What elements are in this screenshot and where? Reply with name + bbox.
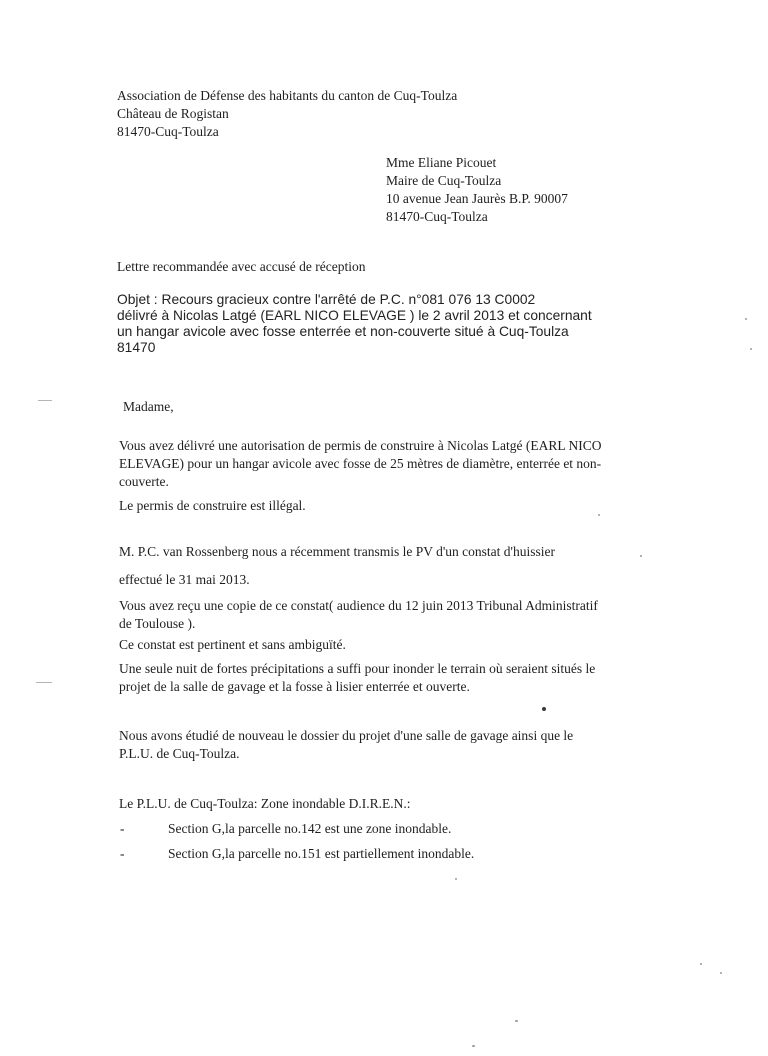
subject-line: un hangar avicole avec fosse enterrée et non-couverte situé à Cuq-Toulza [117,324,569,339]
recipient-line: Maire de Cuq-Toulza [386,173,502,188]
list-item [0,845,768,865]
paragraph-date: effectué le 31 mai 2013. [119,572,250,587]
bullet-marker: - [120,821,125,836]
sender-line: 81470-Cuq-Toulza [117,124,219,139]
scan-artifact [515,1020,518,1022]
paragraph-line: P.L.U. de Cuq-Toulza. [119,746,240,761]
subject-line: délivré à Nicolas Latgé (EARL NICO ELEVAGE ) le 2 avril 2013 et concernant [117,308,592,323]
paragraph-study [119,727,573,763]
paragraph-relevant: Ce constat est pertinent et sans ambiguïté. [119,637,346,652]
scan-artifact [720,972,722,974]
scan-artifact [700,963,702,965]
subject-line: 81470 [117,340,156,355]
paragraph-bailiff: M. P.C. van Rossenberg nous a récemment transmis le PV d'un constat d'huissier [119,544,555,559]
scan-artifact [455,878,457,880]
sender-line: Association de Défense des habitants du canton de Cuq-Toulza [117,88,458,103]
bullet-marker: - [120,846,125,861]
scan-artifact [472,1045,475,1047]
paragraph-line: de Toulouse ). [119,616,196,631]
scan-artifact [750,348,752,350]
paragraph-line: Nous avons étudié de nouveau le dossier du projet d'une salle de gavage ainsi que le [119,728,574,743]
bullet-text: Section G,la parcelle no.142 est une zone inondable. [168,821,452,836]
scan-artifact [36,682,52,683]
recipient-line: 10 avenue Jean Jaurès B.P. 90007 [386,191,568,206]
bullet-text: Section G,la parcelle no.151 est partiellement inondable. [168,846,475,861]
paragraph-flood [119,660,595,696]
paragraph-line: ELEVAGE) pour un hangar avicole avec fosse de 25 mètres de diamètre, enterrée et non- [119,456,602,471]
sender-address [117,87,457,141]
paragraph-illegal: Le permis de construire est illégal. [119,498,306,513]
salutation: Madame, [123,399,174,414]
paragraph-line: Vous avez délivré une autorisation de permis de construire à Nicolas Latgé (EARL NICO [119,438,602,453]
subject-block [117,292,592,356]
recipient-address [386,154,568,226]
scan-artifact [598,514,600,516]
paragraph-line: Vous avez reçu une copie de ce constat( audience du 12 juin 2013 Tribunal Administratif [119,598,598,613]
paragraph-line: couverte. [119,474,169,489]
subject-line: Objet : Recours gracieux contre l'arrêté de P.C. n°081 076 13 C0002 [117,292,536,307]
paragraph-line: Une seule nuit de fortes précipitations a suffi pour inonder le terrain où seraient situés le [119,661,596,676]
delivery-note: Lettre recommandée avec accusé de réception [117,259,366,274]
recipient-line: Mme Eliane Picouet [386,155,497,170]
paragraph-line: projet de la salle de gavage et la fosse à lisier enterrée et ouverte. [119,679,470,694]
paragraph-plu: Le P.L.U. de Cuq-Toulza: Zone inondable D.I.R.E.N.: [119,796,411,811]
paragraph-permit [119,437,601,491]
scan-artifact [542,707,546,711]
sender-line: Château de Rogistan [117,106,229,121]
paragraph-copy [119,597,598,633]
recipient-line: 81470-Cuq-Toulza [386,209,488,224]
scan-artifact [640,555,642,557]
scan-artifact [745,318,747,320]
list-item [0,820,768,840]
scan-artifact [38,400,52,401]
